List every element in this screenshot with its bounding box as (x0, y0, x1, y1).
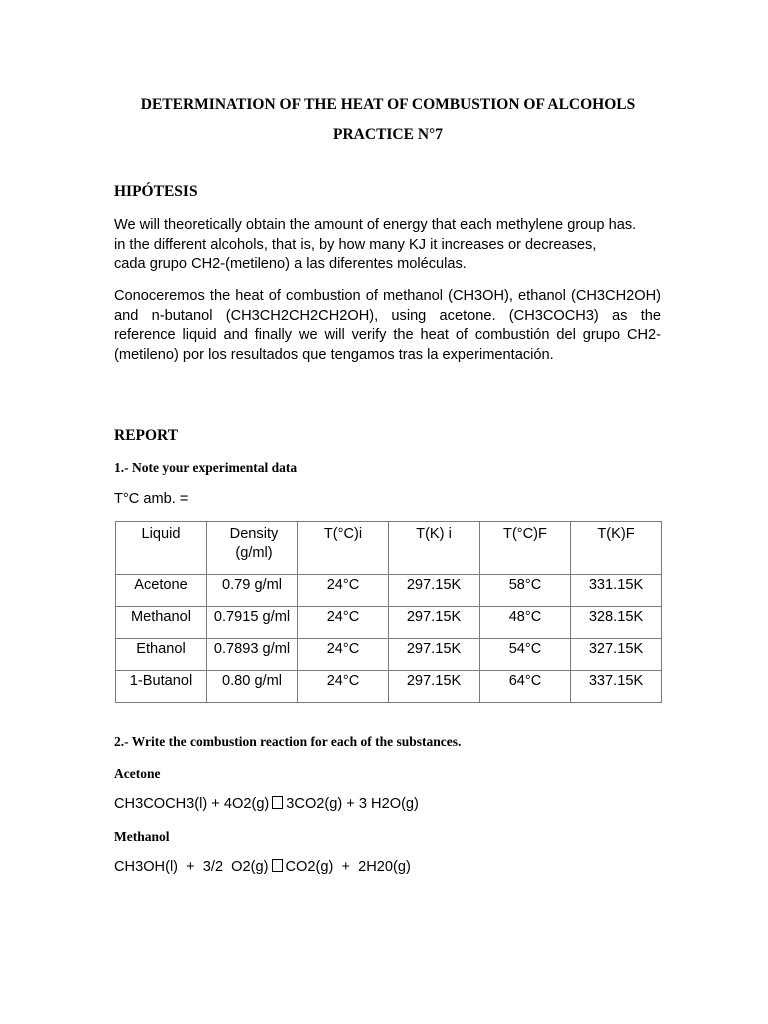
table-cell: 297.15K (389, 671, 480, 703)
hypothesis-line: We will theoretically obtain the amount of energy that each methylene group has. (114, 217, 637, 233)
table-row (116, 671, 662, 703)
equation-products: CO2(g) + 2H20(g) (285, 859, 411, 875)
equation-reactants: CH3COCH3(l) + 4O2(g) (114, 796, 270, 812)
table-cell: 1-Butanol (116, 671, 207, 703)
table-header-cell: Liquid (116, 522, 207, 575)
table-row (116, 639, 662, 671)
document-title: DETERMINATION OF THE HEAT OF COMBUSTION OF ALCOHOLS (140, 96, 636, 113)
question-2: 2.- Write the combustion reaction for each of the substances. (114, 734, 462, 749)
hypothesis-line: in the different alcohols, that is, by how many KJ it increases or decreases, (114, 236, 597, 253)
combustion-equation (114, 859, 411, 875)
table-header-cell: T(K) i (389, 522, 480, 575)
table-cell: 0.7893 g/ml (207, 639, 298, 671)
table-cell: 0.80 g/ml (207, 671, 298, 703)
table-row (116, 607, 662, 639)
hypothesis-paragraph-2: Conoceremos the heat of combustion of methanol (CH3OH), ethanol (CH3CH2OH) and n-butanol (CH3CH2CH2CH2OH), using acetone. (CH3COCH3) as the reference liquid and finally we will verify the heat of combustión del grupo CH2-(metileno) por los resultados que tengamos tras la experimentación. (114, 288, 661, 363)
table-cell: 327.15K (571, 639, 662, 671)
table-cell: 24°C (298, 607, 389, 639)
table-row (116, 575, 662, 607)
table-cell: 24°C (298, 639, 389, 671)
table-cell: Acetone (116, 575, 207, 607)
table-cell: 328.15K (571, 607, 662, 639)
hypothesis-paragraph-1 (114, 216, 636, 275)
question-1: 1.- Note your experimental data (114, 460, 298, 475)
hypothesis-line: cada grupo CH2-(metileno) a las diferentes moléculas. (114, 256, 467, 272)
report-heading: REPORT (114, 427, 179, 444)
table-cell: 48°C (480, 607, 571, 639)
table-header-cell: T(K)F (571, 522, 662, 575)
experimental-data-table (115, 521, 662, 703)
table-cell: 24°C (298, 671, 389, 703)
reaction-name: Methanol (114, 829, 170, 844)
ambient-temperature-label: T°C amb. = (114, 491, 189, 507)
table-cell: 297.15K (389, 575, 480, 607)
table-cell: 54°C (480, 639, 571, 671)
hypothesis-heading: HIPÓTESIS (114, 183, 198, 200)
table-cell: Ethanol (116, 639, 207, 671)
table-header-row (116, 522, 662, 575)
table-cell: 297.15K (389, 639, 480, 671)
equation-products: 3CO2(g) + 3 H2O(g) (286, 796, 419, 812)
combustion-equation (114, 796, 419, 812)
table-cell: 297.15K (389, 607, 480, 639)
practice-number: PRACTICE N°7 (333, 126, 443, 143)
table-cell: 0.79 g/ml (207, 575, 298, 607)
table-header-cell: T(°C)i (298, 522, 389, 575)
table-header-cell: Density (g/ml) (207, 522, 298, 575)
table-cell: 24°C (298, 575, 389, 607)
reaction-name: Acetone (114, 766, 161, 781)
table-cell: 64°C (480, 671, 571, 703)
equation-reactants: CH3OH(l) + 3/2 O2(g) (114, 859, 269, 875)
table-cell: 331.15K (571, 575, 662, 607)
table-cell: Methanol (116, 607, 207, 639)
table-cell: 337.15K (571, 671, 662, 703)
missing-arrow-glyph-icon (272, 859, 283, 872)
table-cell: 58°C (480, 575, 571, 607)
table-header-cell: T(°C)F (480, 522, 571, 575)
missing-arrow-glyph-icon (272, 796, 283, 809)
table-cell: 0.7915 g/ml (207, 607, 298, 639)
